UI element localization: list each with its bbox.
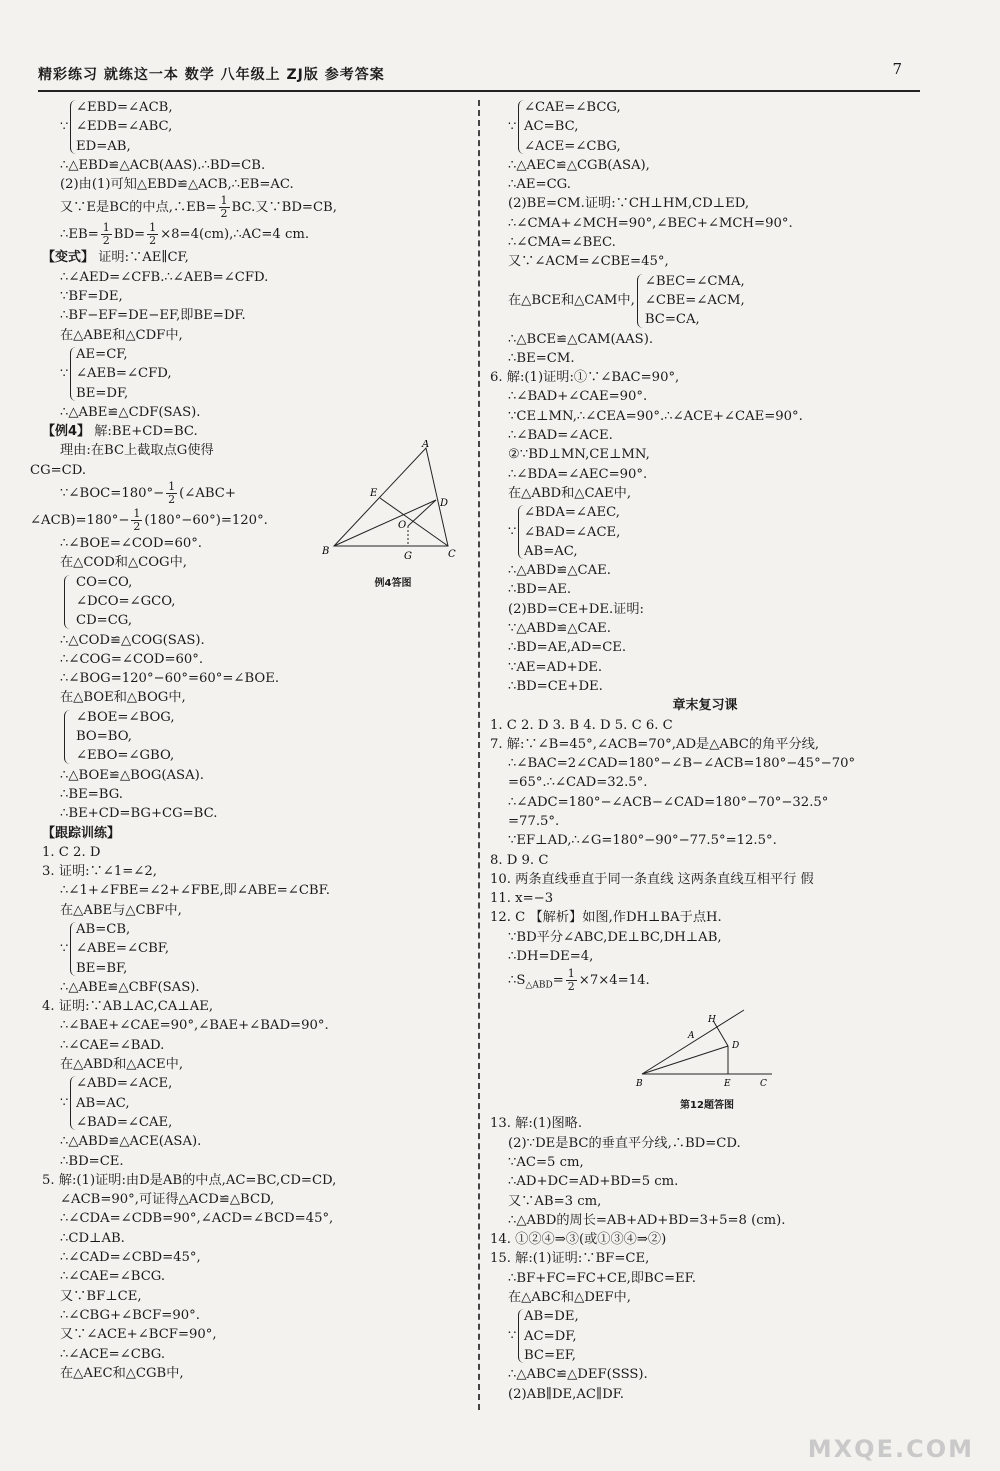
section-label: 【例4】 (42, 424, 91, 440)
label-B: B (322, 546, 330, 557)
page-number: 7 (892, 60, 902, 78)
figure12 (490, 996, 920, 1114)
brace-group: ∵ ∠EBD=∠ACB, ∠EDB=∠ABC, ED=AB, (60, 100, 173, 154)
brace-group: ∵ AE=CF, ∠AEB=∠CFD, BE=DF, (60, 346, 172, 401)
section-label: 【变式】 (42, 250, 95, 266)
brace-group: CO=CO, ∠DCO=∠GCO, CD=CG, (42, 573, 462, 631)
header-title: 精彩练习 就练这一本 数学 八年级上 ZJ版 参考答案 (38, 67, 385, 83)
right-column: ∵ ∠CAE=∠BCG, AC=BC, ∠ACE=∠CBG, ∴△AEC≌△CGB(ASA), ∴AE=CG. (2)BE=CM.证明:∵CH⊥HM,CD⊥ED, ∴∠CMA+∠MCH=90°,∠BEC+∠MCH=90°. ∴∠CMA=∠BEC. 又∵∠ACM=∠CBE=45°, 在△BCE和△CAM中, ∠BEC=∠CMA, ∠CBE=∠ACM, BC=CA, ∴△BCE≌△CAM(AAS). ∴BE=CM. 6. 解:(1)证明:①∵∠BAC=90°, ∴∠BAD+∠CAE=90°. ∵CE⊥MN,∴∠CEA=90°.∴∠ACE+∠CAE=90°. ∴∠BAD=∠ACE. ②∵BD⊥MN,CE⊥MN, ∴∠BDA=∠AEC=90°. 在△ABD和△CAE中, ∵ ∠BDA=∠AEC, ∠BAD=∠ACE, AB=AC, ∴△ABD≌△CAE. ∴BD=AE. (2)BD=CE+DE.证明: ∵△ABD≌△CAE. ∴BD=AE,AD=CE. ∵AE=AD+DE. ∴BD=CE+DE. 章末复习课 1. C 2. D 3. B 4. D 5. C 6. C 7. 解:∵∠B=45°,∠ACB=70°,AD是△ABC的角平分线, ∴∠BAC=2∠CAD=180°−∠B−∠ACB=180°−45°−70° =65°.∴∠CAD=32.5°. ∴∠ADC=180°−∠ACB−∠CAD=180°−70°−32.5° =77.5°. ∵EF⊥AD,∴∠G=180°−90°−77.5°=12.5°. 8. D 9. C 10. 两条直线垂直于同一条直线 这两条直线互相平行 假 11. x=−3 12. C 【解析】如图,作DH⊥BA于点H. ∵BD平分∠ABC,DE⊥BC,DH⊥AB, ∴DH=DE=4, $\therefore S_{\triangle ABD}=$ $\frac{1}{2}$ ×7×4=14. H A D B E C 第12题答图 13. 解:(1)图略. (2)∵DE是BC的垂直平分线,∴BD=CD. ∵AC=5 cm, ∴AD+DC=AD+BD=5 cm. 又∵AB=3 cm, ∴△ABD的周长=AB+AD+BD=3+5=8 (cm). 14. ①②④⇒③(或①③④⇒②) 15. 解:(1)证明:∵BF=CE, ∴BF+FC=FC+CE,即BC=EF. 在△ABC和△DEF中, ∵ AB=DE, AC=DF, BC=EF, ∴△ABC≌△DEF(SSS). (2)AB∥DE,AC∥DF. (490, 98, 920, 1404)
svg-text:H: H (708, 1015, 716, 1026)
example4-figure (318, 440, 468, 588)
brace-group: ∵ AB=DE, AC=DF, BC=EF, (508, 1309, 579, 1363)
left-column: ∵ ∠EBD=∠ACB, ∠EDB=∠ABC, ED=AB, ∴△EBD≌△ACB(AAS).∴BD=CB. (2)由(1)可知△EBD≌△ACB,∴EB=AC. 又∵E是BC的中点,∴EB= $\frac{1}{2}$ BC.又∵BD=CB, ∴EB= $\frac{1}{2}$ BD= $\frac{1}{2}$ ×8=4(cm),∴AC=4 cm. 【变式】 证明:∵AE∥CF, ∴∠AED=∠CFB.∴∠AEB=∠CFD. ∵BF=DE, ∴BF−EF=DE−EF,即BE=DF. 在△ABE和△CDF中, ∵ AE=CF, ∠AEB=∠CFD, BE=DF, ∴△ABE≌△CDF(SAS). 【例4】 解:BE+CD=BC. 理由:在BC上截取点G使得 CG=CD. ∵∠BOC=180°− $\frac{1}{2}$ (∠ABC+ ∠ACB)=180°− $\frac{1}{2}$ (180°−60°)=120°. ∴∠BOE=∠COD=60°. 在△COD和△COG中, CO=CO, ∠DCO=∠GCO, CD=CG, ∴△COD≌△COG(SAS). ∴∠COG=∠COD=60°. ∴∠BOG=120°−60°=60°=∠BOE. 在△BOE和△BOG中, ∠BOE=∠BOG, BO=BO, ∠EBO=∠GBO, ∴△BOE≌△BOG(ASA). ∴BE=BG. ∴BE+CD=BG+CG=BC. 【跟踪训练】 1. C 2. D 3. 证明:∵∠1=∠2, ∴∠1+∠FBE=∠2+∠FBE,即∠ABE=∠CBF. 在△ABE与△CBF中, ∵ AB=CB, ∠ABE=∠CBF, BE=BF, ∴△ABE≌△CBF(SAS). 4. 证明:∵AB⊥AC,CA⊥AE, ∴∠BAE+∠CAE=90°,∠BAE+∠BAD=90°. ∴∠CAE=∠BAD. 在△ABD和△ACE中, ∵ ∠ABD=∠ACE, AB=AC, ∠BAD=∠CAE, ∴△ABD≌△ACE(ASA). ∴BD=CE. 5. 解:(1)证明:由D是AB的中点,AC=BC,CD=CD, ∠ACB=90°,可证得△ACD≌△BCD, ∴∠CDA=∠CDB=90°,∠ACD=∠BCD=45°, ∴CD⊥AB. ∴∠CAD=∠CBD=45°, ∴∠CAE=∠BCG. 又∵BF⊥CE, ∴∠CBG+∠BCF=90°. 又∵∠ACE+∠BCF=90°, ∴∠ACE=∠CBG. 在△AEC和△CGB中, (42, 98, 462, 1383)
label-C: C (448, 549, 456, 560)
watermark: MXQE.COM (807, 1435, 974, 1463)
brace-group: ∠BEC=∠CMA, ∠CBE=∠ACM, BC=CA, (635, 272, 745, 330)
label-A: A (422, 440, 430, 450)
brace-group: ∵ ∠ABD=∠ACE, AB=AC, ∠BAD=∠CAE, (60, 1076, 173, 1130)
page-header (38, 60, 920, 92)
figure-caption: 例4答图 (374, 578, 412, 589)
brace-group: ∵ AB=CB, ∠ABE=∠CBF, BE=BF, (60, 921, 170, 976)
svg-text:E: E (724, 1079, 731, 1090)
chapter-heading: 章末复习课 (672, 698, 738, 714)
column-divider (478, 100, 480, 1410)
triangle-diagram (318, 440, 468, 570)
brace-group: ∠BOE=∠BOG, BO=BO, ∠EBO=∠GBO, (42, 708, 462, 766)
section-label: 【跟踪训练】 (42, 825, 121, 841)
svg-text:D: D (732, 1041, 740, 1052)
label-E: E (370, 488, 378, 499)
svg-text:C: C (760, 1079, 767, 1090)
brace-group: ∵ ∠BDA=∠AEC, ∠BAD=∠ACE, AB=AC, (508, 505, 621, 559)
label-O: O (398, 520, 407, 531)
svg-text:B: B (636, 1079, 643, 1090)
svg-text:A: A (688, 1031, 695, 1042)
label-D: D (440, 498, 449, 509)
figure-caption: 第12题答图 (680, 1100, 734, 1112)
angle-bisector-diagram (632, 996, 782, 1096)
label-G: G (404, 551, 412, 562)
brace-group: ∵ ∠CAE=∠BCG, AC=BC, ∠ACE=∠CBG, (508, 100, 621, 154)
